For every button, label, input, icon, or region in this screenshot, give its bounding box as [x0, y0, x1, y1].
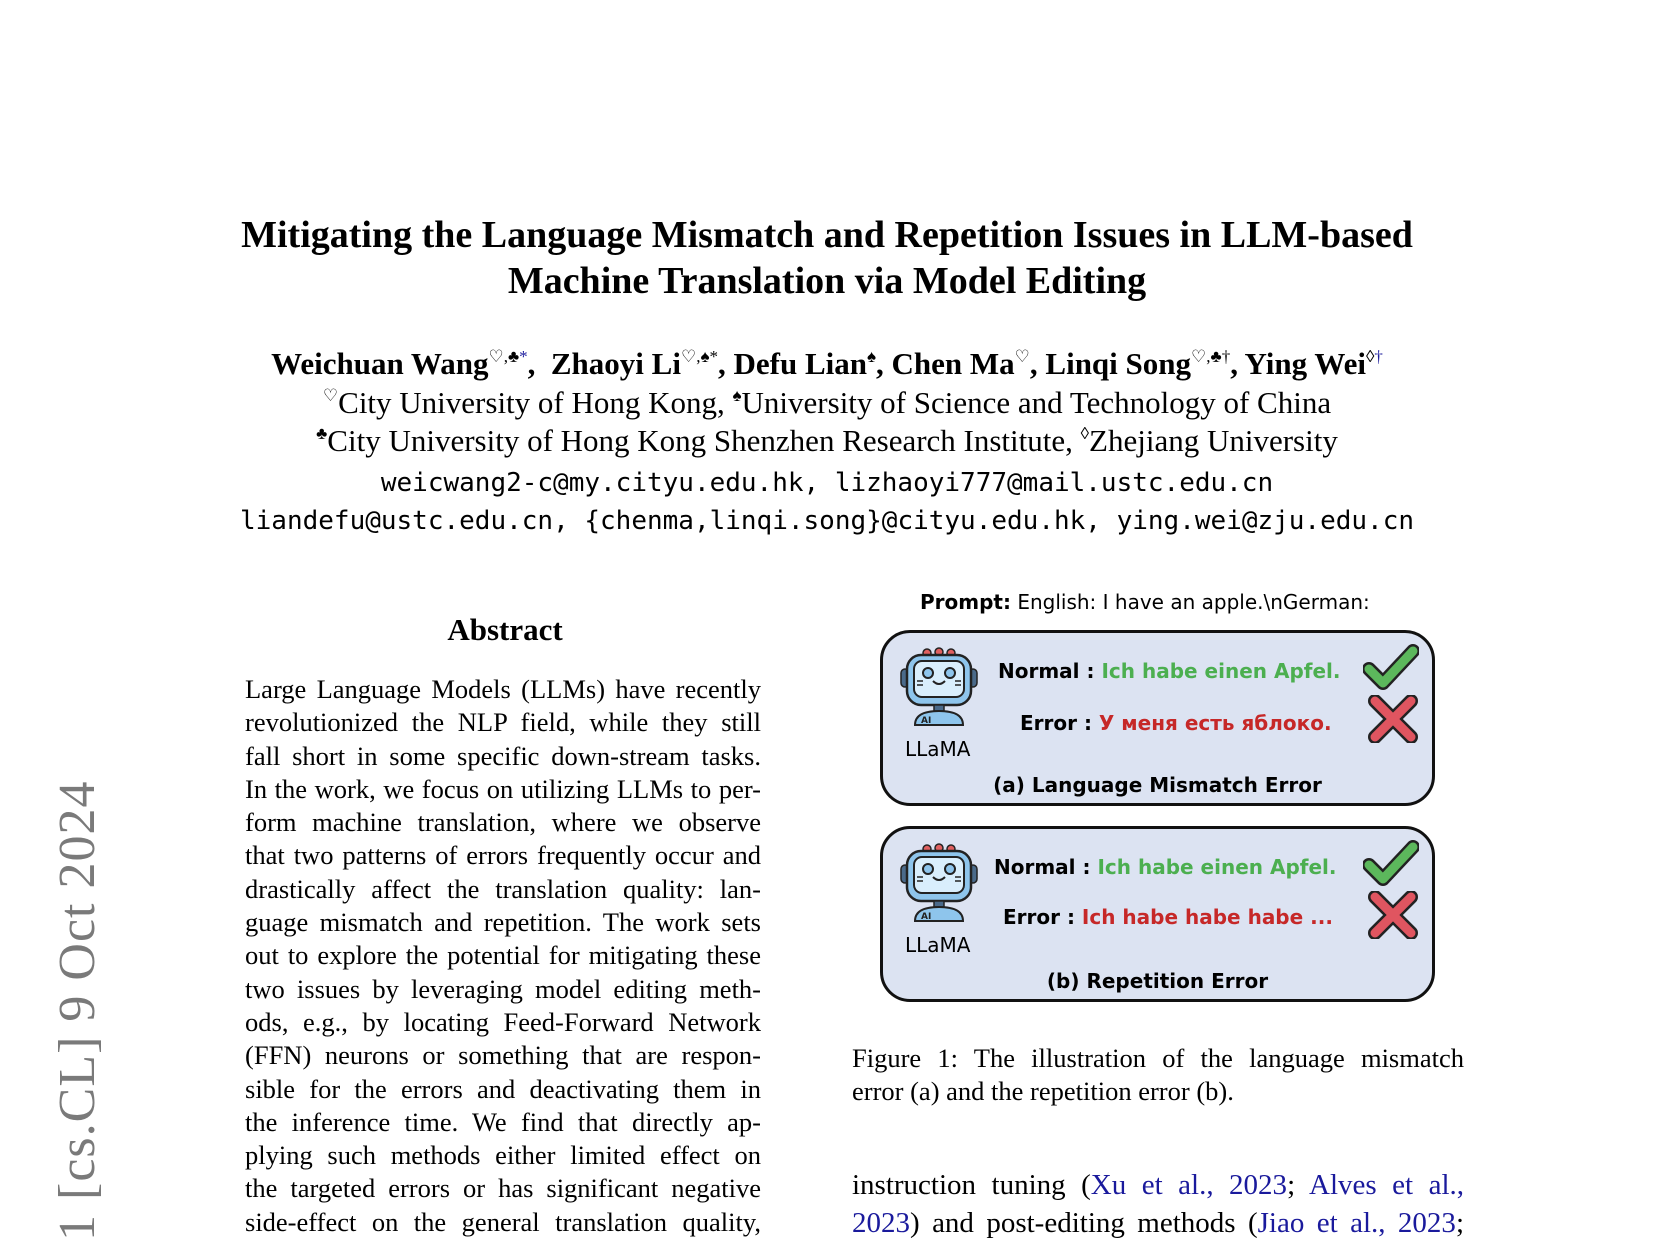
author-list: Weichuan Wang♡,♣*, Zhaoyi Li♡,♠*, Defu Lian♠, Chen Ma♡, Linqi Song♡,♣†, Ying Wei◊† — [271, 346, 1383, 381]
abstract-line: revolutionized the NLP field, while they still — [245, 707, 761, 738]
author: Weichuan Wang♡,♣* — [271, 346, 528, 381]
body-line: instruction tuning (Xu et al., 2023; Alves et al., — [852, 1169, 1464, 1201]
author: Linqi Song♡,♣† — [1045, 346, 1231, 381]
arxiv-side-stamp: 1 [cs.CL] 9 Oct 2024 — [49, 780, 106, 1241]
citation-link[interactable]: Xu et al., 2023 — [1090, 1169, 1288, 1201]
abstract-body — [245, 673, 761, 1239]
figure-prompt — [920, 590, 1370, 614]
abstract-line: Large Language Models (LLMs) have recently — [245, 674, 761, 704]
panel-caption: (b) Repetition Error — [1046, 969, 1269, 993]
model-label: LLaMA — [905, 933, 971, 957]
prompt-text: English: I have an apple.\nGerman: — [1017, 590, 1370, 614]
body-line: 2023) and post-editing methods (Jiao et al., 2023; — [852, 1207, 1464, 1239]
panel-caption: (a) Language Mismatch Error — [993, 773, 1322, 797]
abstract-line: side-effect on the general translation quality, — [245, 1206, 761, 1237]
abstract-line: two issues by leveraging model editing meth- — [245, 973, 761, 1004]
cross-icon — [1365, 695, 1421, 743]
author: Defu Lian♠ — [733, 346, 877, 381]
abstract-line: guage mismatch and repetition. The work sets — [245, 907, 761, 938]
robot-icon — [899, 647, 979, 727]
figure-caption — [852, 1042, 1464, 1108]
email-line-1: weicwang2-c@my.cityu.edu.hk, lizhaoyi777@mail.ustc.edu.cn — [380, 468, 1274, 498]
normal-output: Ich habe einen Apfel. — [1101, 659, 1341, 683]
svg-text:AI: AI — [921, 716, 932, 726]
caption-line: Figure 1: The illustration of the language mismatch — [852, 1043, 1464, 1073]
citation-link[interactable]: Alves et al., — [1309, 1169, 1464, 1201]
error-output-row: Error : У меня есть яблоко. — [1020, 711, 1332, 735]
error-output: Ich habe habe habe ... — [1081, 905, 1333, 929]
panel-language-mismatch — [880, 630, 1435, 806]
abstract-line: fall short in some specific down-stream tasks. — [245, 740, 761, 771]
email-line-2: liandefu@ustc.edu.cn, {chenma,linqi.song}@cityu.edu.hk, ying.wei@zju.edu.cn — [240, 506, 1414, 536]
abstract-line: out to explore the potential for mitigating these — [245, 940, 761, 971]
normal-output-row: Normal : Ich habe einen Apfel. — [994, 855, 1337, 879]
abstract-line: plying such methods either limited effect on — [245, 1140, 761, 1171]
panel-repetition — [880, 826, 1435, 1002]
abstract-heading: Abstract — [447, 612, 563, 647]
error-output: У меня есть яблоко. — [1098, 711, 1332, 735]
svg-text:AI: AI — [921, 912, 932, 922]
footnote-link[interactable]: † — [1374, 347, 1383, 366]
abstract-line: form machine translation, where we observe — [245, 807, 761, 838]
abstract-line: ods, e.g., by locating Feed-Forward Network — [245, 1006, 761, 1037]
title-line-2: Machine Translation via Model Editing — [507, 260, 1147, 302]
abstract-line: the inference time. We find that directly ap- — [245, 1106, 761, 1137]
abstract-line: that two patterns of errors frequently occur and — [245, 840, 761, 871]
footnote-link[interactable]: * — [519, 347, 528, 366]
normal-output: Ich habe einen Apfel. — [1097, 855, 1337, 879]
abstract-line: drastically affect the translation quality: lan- — [245, 873, 761, 904]
caption-line: error (a) and the repetition error (b). — [852, 1076, 1234, 1106]
error-output-row: Error : Ich habe habe habe ... — [1003, 905, 1333, 929]
author: Ying Wei◊† — [1244, 346, 1383, 381]
citation-link[interactable]: 2023 — [852, 1207, 910, 1239]
paper-title — [0, 212, 1654, 304]
abstract-line: sible for the errors and deactivating them in — [245, 1073, 761, 1104]
robot-icon — [899, 843, 979, 923]
check-icon — [1363, 839, 1419, 887]
title-line-1: Mitigating the Language Mismatch and Repetition Issues in LLM-based — [241, 214, 1413, 256]
check-icon — [1363, 643, 1419, 691]
affiliation-line-2: ♣City University of Hong Kong Shenzhen Research Institute, ◊Zhejiang University — [316, 423, 1338, 458]
cross-icon — [1365, 891, 1421, 939]
prompt-label: Prompt: — [920, 590, 1011, 614]
figure-1 — [860, 590, 1440, 1020]
abstract-line: (FFN) neurons or something that are respon- — [245, 1040, 761, 1071]
body-text-right — [852, 1166, 1464, 1242]
abstract-line: the targeted errors or has significant negative — [245, 1173, 761, 1204]
affiliation-line-1: ♡City University of Hong Kong, ♠University of Science and Technology of China — [322, 385, 1332, 420]
abstract-line: In the work, we focus on utilizing LLMs to per- — [245, 773, 761, 804]
author: Chen Ma♡ — [891, 346, 1030, 381]
author: Zhaoyi Li♡,♠* — [550, 346, 718, 381]
normal-output-row: Normal : Ich habe einen Apfel. — [998, 659, 1341, 683]
citation-link[interactable]: Jiao et al., 2023 — [1257, 1207, 1456, 1239]
model-label: LLaMA — [905, 737, 971, 761]
